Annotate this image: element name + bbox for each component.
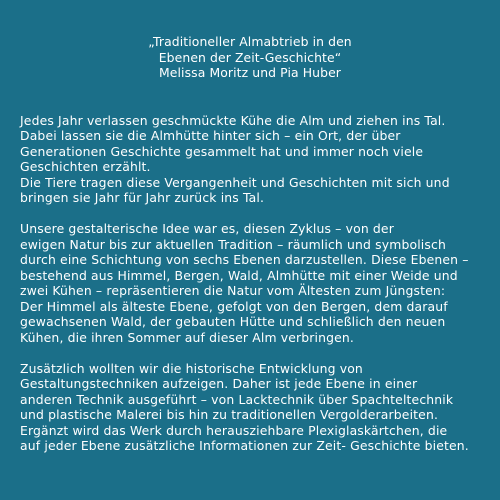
text-line: Gestaltungstechniken aufzeigen. Daher ist jede Ebene in einer [20, 376, 418, 391]
text-line: ewigen Natur bis zur aktuellen Tradition – räumlich und symbolisch [20, 236, 446, 252]
text-line: Zusätzlich wollten wir die historische Entwicklung von [20, 360, 363, 376]
text-line: zwei Kühen – repräsentieren die Natur vom Ältesten zum Jüngsten: [20, 283, 446, 298]
text-line: bringen sie Jahr für Jahr zurück ins Tal. [20, 190, 265, 205]
text-line: Jedes Jahr verlassen geschmückte Kühe die Alm und ziehen ins Tal. [20, 112, 446, 128]
text-line: Geschichten erzählt. [20, 159, 151, 174]
text-line: durch eine Schichtung von sechs Ebenen darzustellen. Diese Ebenen – [20, 252, 469, 267]
title-block [20, 34, 480, 81]
text-line: Unsere gestalterische Idee war es, diesen Zyklus – von der [20, 221, 394, 236]
authors-line: Melissa Moritz und Pia Huber [159, 65, 341, 80]
text-line: bestehend aus Himmel, Bergen, Wald, Almhütte mit einer Weide und [20, 267, 458, 283]
text-line: und plastische Malerei bis hin zu traditionellen Vergolderarbeiten. [20, 407, 439, 422]
text-line: Dabei lassen sie die Almhütte hinter sich – ein Ort, der über [20, 128, 401, 143]
body-text [20, 113, 480, 454]
text-line: Der Himmel als älteste Ebene, gefolgt von den Bergen, dem darauf [20, 298, 448, 314]
text-line: Die Tiere tragen diese Vergangenheit und Geschichten mit sich und [20, 174, 450, 190]
paragraph-2 [20, 221, 480, 345]
text-line: Generationen Geschichte gesammelt hat und immer noch viele [20, 143, 424, 159]
text-line: anderen Technik ausgeführt – von Lacktechnik über Spachteltechnik [20, 391, 454, 407]
paragraph-1 [20, 113, 480, 206]
text-line: Ergänzt wird das Werk durch herausziehbare Plexiglaskärtchen, die [20, 422, 448, 438]
text-line: Kühen, die ihren Sommer auf dieser Alm verbringen. [20, 329, 355, 345]
title-line-2: Ebenen der Zeit-Geschichte“ [158, 49, 342, 65]
paragraph-3 [20, 361, 480, 454]
text-line: auf jeder Ebene zusätzliche Informationen zur Zeit- Geschichte bieten. [20, 438, 469, 453]
title-line-1: „Traditioneller Almabtrieb in den [148, 34, 352, 49]
text-line: gewachsenen Wald, der gebauten Hütte und schließlich den neuen [20, 314, 446, 329]
